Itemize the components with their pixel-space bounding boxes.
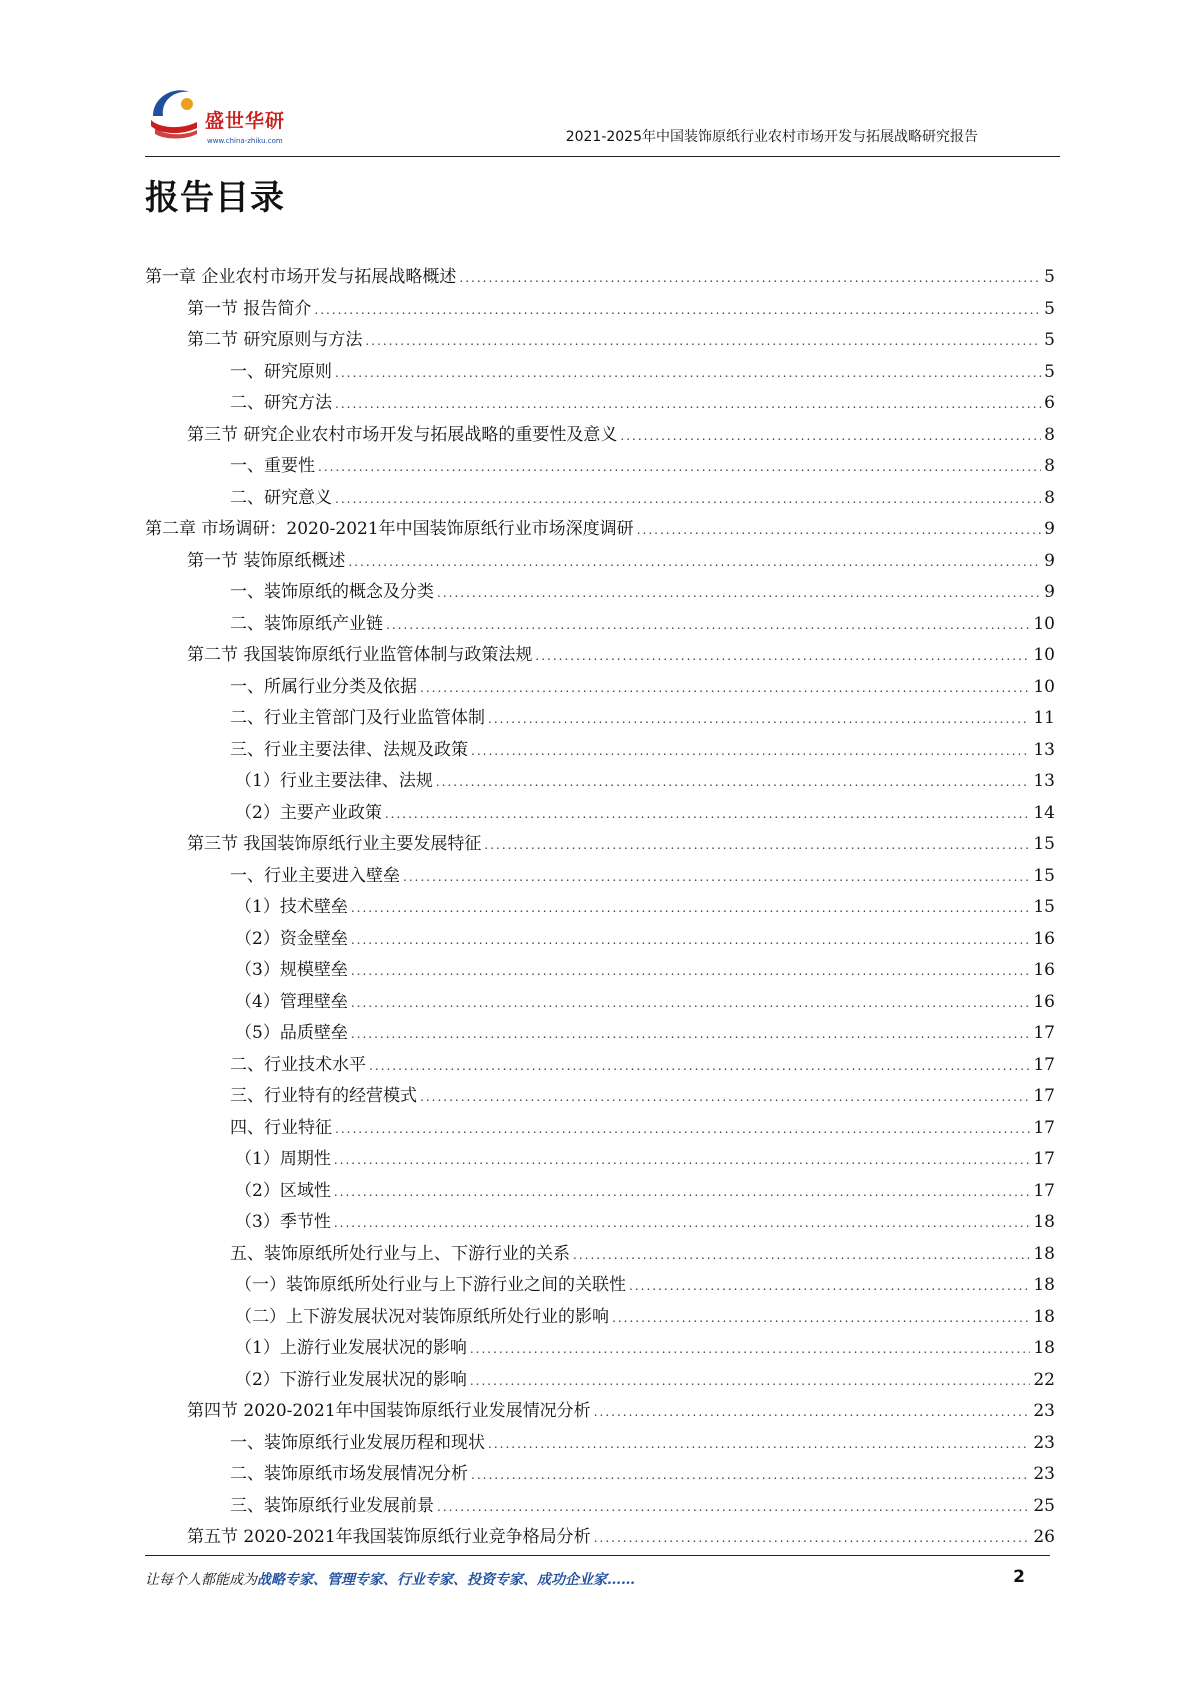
toc-entry[interactable] (145, 1428, 1055, 1460)
toc-entry-label: 一、重要性 (230, 456, 315, 476)
toc-entry-page: 6 (1044, 393, 1055, 413)
toc-entry[interactable] (145, 388, 1055, 420)
toc-leader-dots (573, 1240, 1030, 1272)
toc-leader-dots (335, 1114, 1030, 1146)
toc-entry-page: 17 (1033, 1054, 1055, 1075)
toc-entry-label: 第四节 2020-2021年中国装饰原纸行业发展情况分析 (187, 1401, 591, 1421)
toc-entry-page: 22 (1033, 1369, 1055, 1390)
toc-leader-dots (459, 263, 1041, 295)
toc-entry-page: 17 (1033, 1023, 1055, 1043)
toc-entry-label: 五、装饰原纸所处行业与上、下游行业的关系 (230, 1243, 570, 1264)
toc-entry-page: 8 (1044, 487, 1055, 508)
toc-entry[interactable] (145, 1270, 1055, 1302)
toc-entry[interactable] (145, 1144, 1055, 1176)
toc-leader-dots (436, 767, 1031, 799)
toc-leader-dots (351, 925, 1031, 957)
toc-entry[interactable] (145, 609, 1055, 641)
footer-slogan-emphasis: 战略专家、管理专家、行业专家、投资专家、成功企业家…… (257, 1572, 635, 1588)
toc-entry-page: 17 (1033, 1149, 1055, 1169)
toc-entry-label: 二、行业技术水平 (230, 1054, 366, 1075)
toc-leader-dots (351, 1019, 1031, 1051)
toc-entry[interactable] (145, 1396, 1055, 1428)
toc-entry-page: 14 (1033, 802, 1055, 823)
toc-entry-label: （2）区域性 (235, 1180, 331, 1201)
toc-entry-label: （2）下游行业发展状况的影响 (235, 1369, 467, 1390)
toc-entry[interactable] (145, 294, 1055, 326)
toc-leader-dots (488, 704, 1030, 736)
logo-name: 盛世华研 (205, 110, 286, 132)
toc-entry-label: 二、装饰原纸产业链 (230, 613, 383, 634)
toc-entry[interactable] (145, 955, 1055, 987)
toc-entry[interactable] (145, 357, 1055, 389)
toc-entry-label: 一、行业主要进入壁垒 (230, 865, 400, 886)
toc-leader-dots (386, 610, 1030, 642)
toc-entry-label: 一、装饰原纸的概念及分类 (230, 582, 434, 602)
toc-entry[interactable] (145, 1207, 1055, 1239)
toc-entry[interactable] (145, 1333, 1055, 1365)
toc-entry[interactable] (145, 766, 1055, 798)
toc-entry-label: 二、装饰原纸市场发展情况分析 (230, 1464, 468, 1484)
toc-entry-label: （5）品质壁垒 (235, 1023, 348, 1043)
footer-divider (145, 1555, 1050, 1556)
toc-entry[interactable] (145, 640, 1055, 672)
toc-entry-label: （1）周期性 (235, 1149, 331, 1169)
toc-leader-dots (471, 1460, 1030, 1492)
toc-entry-label: （4）管理壁垒 (235, 991, 348, 1012)
page-footer (145, 1555, 1065, 1595)
toc-entry-label: 一、所属行业分类及依据 (230, 676, 417, 697)
toc-leader-dots (335, 358, 1041, 390)
toc-entry-label: （2）主要产业政策 (235, 802, 382, 823)
toc-entry[interactable] (145, 892, 1055, 924)
toc-entry-label: 四、行业特征 (230, 1117, 332, 1138)
toc-leader-dots (351, 956, 1031, 988)
toc-leader-dots (620, 421, 1041, 453)
toc-entry[interactable] (145, 1302, 1055, 1334)
toc-entry-page: 17 (1033, 1117, 1055, 1138)
toc-entry-page: 23 (1033, 1464, 1055, 1484)
toc-entry-page: 10 (1033, 613, 1055, 634)
toc-entry-page: 9 (1044, 550, 1055, 571)
toc-entry[interactable] (145, 546, 1055, 578)
toc-entry-label: （二）上下游发展状况对装饰原纸所处行业的影响 (235, 1306, 609, 1327)
toc-entry-page: 8 (1044, 424, 1055, 445)
toc-entry-page: 16 (1033, 928, 1055, 949)
toc-entry-label: 第三节 我国装饰原纸行业主要发展特征 (187, 834, 482, 854)
toc-entry-label: 一、装饰原纸行业发展历程和现状 (230, 1432, 485, 1453)
toc-entry-label: 第一章 企业农村市场开发与拓展战略概述 (145, 267, 457, 287)
toc-leader-dots (594, 1397, 1031, 1429)
toc-entry-label: （3）规模壁垒 (235, 960, 348, 980)
toc-leader-dots (629, 1271, 1030, 1303)
toc-entry[interactable] (145, 1459, 1055, 1491)
toc-leader-dots (420, 673, 1030, 705)
toc-leader-dots (385, 799, 1031, 831)
toc-entry-page: 9 (1044, 582, 1055, 602)
toc-entry-label: （1）上游行业发展状况的影响 (235, 1338, 467, 1358)
toc-entry-page: 5 (1044, 361, 1055, 382)
toc-leader-dots (369, 1051, 1030, 1083)
toc-entry-page: 17 (1033, 1086, 1055, 1106)
toc-entry-label: 二、研究意义 (230, 487, 332, 508)
toc-entry-page: 16 (1033, 991, 1055, 1012)
page-title: 报告目录 (145, 178, 285, 218)
toc-entry-page: 15 (1033, 865, 1055, 886)
toc-entry[interactable] (145, 420, 1055, 452)
toc-entry[interactable] (145, 1239, 1055, 1271)
toc-entry[interactable] (145, 861, 1055, 893)
toc-entry-page: 5 (1044, 267, 1055, 287)
toc-entry-page: 8 (1044, 456, 1055, 476)
toc-entry-label: 三、装饰原纸行业发展前景 (230, 1495, 434, 1516)
toc-leader-dots (403, 862, 1030, 894)
toc-entry-label: （一）装饰原纸所处行业与上下游行业之间的关联性 (235, 1275, 626, 1295)
toc-leader-dots (535, 641, 1030, 673)
toc-entry[interactable] (145, 1050, 1055, 1082)
toc-entry-page: 18 (1033, 1275, 1055, 1295)
toc-leader-dots (420, 1082, 1030, 1114)
toc-entry-label: 二、研究方法 (230, 393, 332, 413)
toc-entry[interactable] (145, 1365, 1055, 1397)
toc-entry[interactable] (145, 325, 1055, 357)
toc-entry[interactable] (145, 577, 1055, 609)
toc-entry-page: 26 (1033, 1527, 1055, 1547)
toc-entry-label: 第五节 2020-2021年我国装饰原纸行业竞争格局分析 (187, 1527, 591, 1547)
toc-leader-dots (314, 295, 1041, 327)
company-logo (145, 82, 315, 144)
toc-entry[interactable] (145, 1081, 1055, 1113)
toc-entry[interactable] (145, 672, 1055, 704)
toc-leader-dots (470, 1366, 1031, 1398)
toc-leader-dots (488, 1429, 1030, 1461)
toc-entry-page: 18 (1033, 1306, 1055, 1327)
toc-entry-page: 25 (1033, 1495, 1055, 1516)
header-divider (145, 156, 1060, 157)
toc-entry-label: （2）资金壁垒 (235, 928, 348, 949)
toc-entry-page: 23 (1033, 1401, 1055, 1421)
toc-entry-label: 第一节 装饰原纸概述 (187, 550, 346, 571)
page-number: 2 (1013, 1567, 1025, 1587)
toc-leader-dots (335, 389, 1041, 421)
logo-emblem-icon (145, 82, 205, 144)
toc-leader-dots (351, 988, 1031, 1020)
toc-entry-label: 第二节 研究原则与方法 (187, 330, 363, 350)
toc-leader-dots (437, 1492, 1030, 1524)
toc-entry-page: 17 (1033, 1180, 1055, 1201)
toc-entry-page: 10 (1033, 676, 1055, 697)
toc-leader-dots (318, 452, 1041, 484)
report-title: 2021-2025年中国装饰原纸行业农村市场开发与拓展战略研究报告 (565, 129, 978, 145)
toc-entry-label: 第一节 报告简介 (187, 298, 312, 319)
toc-entry[interactable] (145, 987, 1055, 1019)
table-of-contents (145, 262, 1055, 1554)
toc-entry-label: 第二节 我国装饰原纸行业监管体制与政策法规 (187, 645, 533, 665)
toc-leader-dots (335, 484, 1041, 516)
toc-leader-dots (471, 736, 1030, 768)
toc-entry[interactable] (145, 829, 1055, 861)
toc-leader-dots (594, 1523, 1031, 1555)
toc-entry[interactable] (145, 1491, 1055, 1523)
toc-leader-dots (637, 515, 1041, 547)
footer-slogan (145, 1569, 635, 1589)
toc-entry-page: 18 (1033, 1243, 1055, 1264)
page-header (145, 78, 1060, 158)
toc-entry-page: 13 (1033, 771, 1055, 791)
toc-leader-dots (334, 1208, 1031, 1240)
toc-entry[interactable] (145, 483, 1055, 515)
toc-entry-page: 15 (1033, 834, 1055, 854)
toc-entry-page: 23 (1033, 1432, 1055, 1453)
toc-leader-dots (437, 578, 1041, 610)
toc-entry[interactable] (145, 262, 1055, 294)
toc-leader-dots (612, 1303, 1030, 1335)
toc-entry-page: 5 (1044, 298, 1055, 319)
toc-entry[interactable] (145, 798, 1055, 830)
toc-leader-dots (334, 1145, 1031, 1177)
toc-leader-dots (484, 830, 1030, 862)
toc-entry-page: 5 (1044, 330, 1055, 350)
toc-entry-page: 18 (1033, 1338, 1055, 1358)
toc-entry[interactable] (145, 924, 1055, 956)
toc-entry[interactable] (145, 1113, 1055, 1145)
toc-entry[interactable] (145, 1176, 1055, 1208)
toc-entry-label: 一、研究原则 (230, 361, 332, 382)
toc-entry-page: 16 (1033, 960, 1055, 980)
toc-entry[interactable] (145, 1018, 1055, 1050)
toc-entry-page: 9 (1044, 519, 1055, 539)
toc-entry-label: （1）技术壁垒 (235, 897, 348, 917)
logo-url: www.china-zhiku.com (207, 137, 283, 145)
toc-leader-dots (351, 893, 1031, 925)
toc-leader-dots (365, 326, 1041, 358)
toc-entry-label: 第二章 市场调研：2020-2021年中国装饰原纸行业市场深度调研 (145, 519, 634, 539)
toc-entry-label: 三、行业特有的经营模式 (230, 1086, 417, 1106)
toc-leader-dots (348, 547, 1041, 579)
toc-leader-dots (470, 1334, 1031, 1366)
toc-entry-label: （1）行业主要法律、法规 (235, 771, 433, 791)
toc-entry[interactable] (145, 514, 1055, 546)
toc-entry[interactable] (145, 703, 1055, 735)
toc-leader-dots (334, 1177, 1031, 1209)
toc-entry[interactable] (145, 451, 1055, 483)
toc-entry-page: 15 (1033, 897, 1055, 917)
toc-entry-label: 二、行业主管部门及行业监管体制 (230, 708, 485, 728)
toc-entry-page: 10 (1033, 645, 1055, 665)
toc-entry-page: 18 (1033, 1212, 1055, 1232)
toc-entry[interactable] (145, 735, 1055, 767)
toc-entry-page: 13 (1033, 739, 1055, 760)
toc-entry-page: 11 (1033, 708, 1055, 728)
footer-slogan-lead: 让每个人都能成为 (145, 1572, 257, 1588)
toc-entry-label: 三、行业主要法律、法规及政策 (230, 739, 468, 760)
toc-entry-label: 第三节 研究企业农村市场开发与拓展战略的重要性及意义 (187, 424, 618, 445)
toc-entry[interactable] (145, 1522, 1055, 1554)
toc-entry-label: （3）季节性 (235, 1212, 331, 1232)
